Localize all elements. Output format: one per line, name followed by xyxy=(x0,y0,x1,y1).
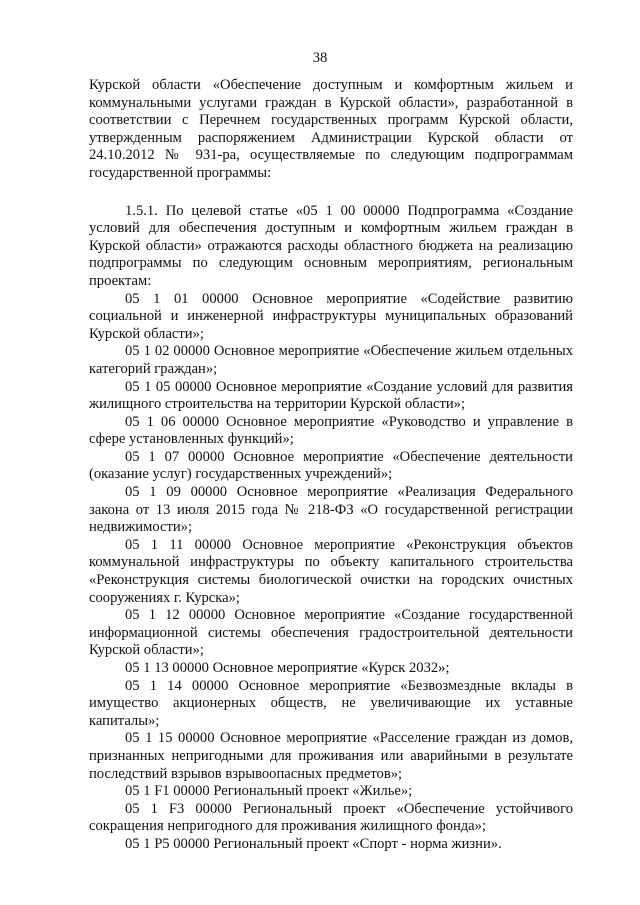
list-item: 05 1 05 00000 Основное мероприятие «Создание условий для развития жилищного строительства на территории Курской области»; xyxy=(89,378,573,413)
list-item: 05 1 13 00000 Основное мероприятие «Курск 2032»; xyxy=(125,660,450,676)
body-text xyxy=(89,77,573,854)
list-item: 05 1 11 00000 Основное мероприятие «Реконструкция объектов коммунальной инфраструктуры по объекту капитального строительства «Реконструкция системы биологической очистки на городских очистных сооружениях г. Курска»; xyxy=(89,536,573,606)
list-item: 05 1 14 00000 Основное мероприятие «Безвозмездные вклады в имущество акционерных обществ, не увеличивающие их уставные капиталы»; xyxy=(89,677,573,729)
list-item: 05 1 02 00000 Основное мероприятие «Обеспечение жильем отдельных категорий граждан»; xyxy=(89,343,573,377)
list-item: 05 1 F1 00000 Региональный проект «Жилье»; xyxy=(125,783,413,800)
list-item: 05 1 09 00000 Основное мероприятие «Реализация Федерального закона от 13 июля 2015 года № 218-ФЗ «О государственной регистрации недвижимости»; xyxy=(89,484,573,536)
list-item: 05 1 01 00000 Основное мероприятие «Содействие развитию социальной и инженерной инфраструктуры муниципальных образований Курской области»; xyxy=(89,290,573,342)
page-number: 38 xyxy=(312,50,328,66)
list-item: 05 1 07 00000 Основное мероприятие «Обеспечение деятельности (оказание услуг) государственных учреждений»; xyxy=(89,448,573,483)
list-item: 05 1 P5 00000 Региональный проект «Спорт - норма жизни». xyxy=(125,835,502,852)
list-item: 05 1 06 00000 Основное мероприятие «Руководство и управление в сфере установленных функций»; xyxy=(89,413,573,448)
list-item: 05 1 15 00000 Основное мероприятие «Расселение граждан из домов, признанных непригодными для проживания или аварийными в результате последствий взрывов взрывоопасных предметов»; xyxy=(89,730,573,782)
intro-paragraph: Курской области «Обеспечение доступным и комфортным жильем и коммунальными услугами граждан в Курской области», разработанной в соответствии с Перечнем государственных программ Курской области, утвержденным распоряжением Администрации Курской области от 24.10.2012 № 931-ра, осуществляемые по следующим подпрограммам государственной программы: xyxy=(89,77,573,181)
list-item: 05 1 F3 00000 Региональный проект «Обеспечение устойчивого сокращения непригодного для проживания жилищного фонда»; xyxy=(89,800,573,835)
section-paragraph: 1.5.1. По целевой статье «05 1 00 00000 Подпрограмма «Создание условий для обеспечения доступным и комфортным жильем граждан в Курской области» отражаются расходы областного бюджета на реализацию подпрограммы по следующим основным мероприятиям, региональным проектам: xyxy=(89,202,573,289)
list-item: 05 1 12 00000 Основное мероприятие «Создание государственной информационной системы обеспечения градостроительной деятельности Курской области»; xyxy=(89,607,573,659)
